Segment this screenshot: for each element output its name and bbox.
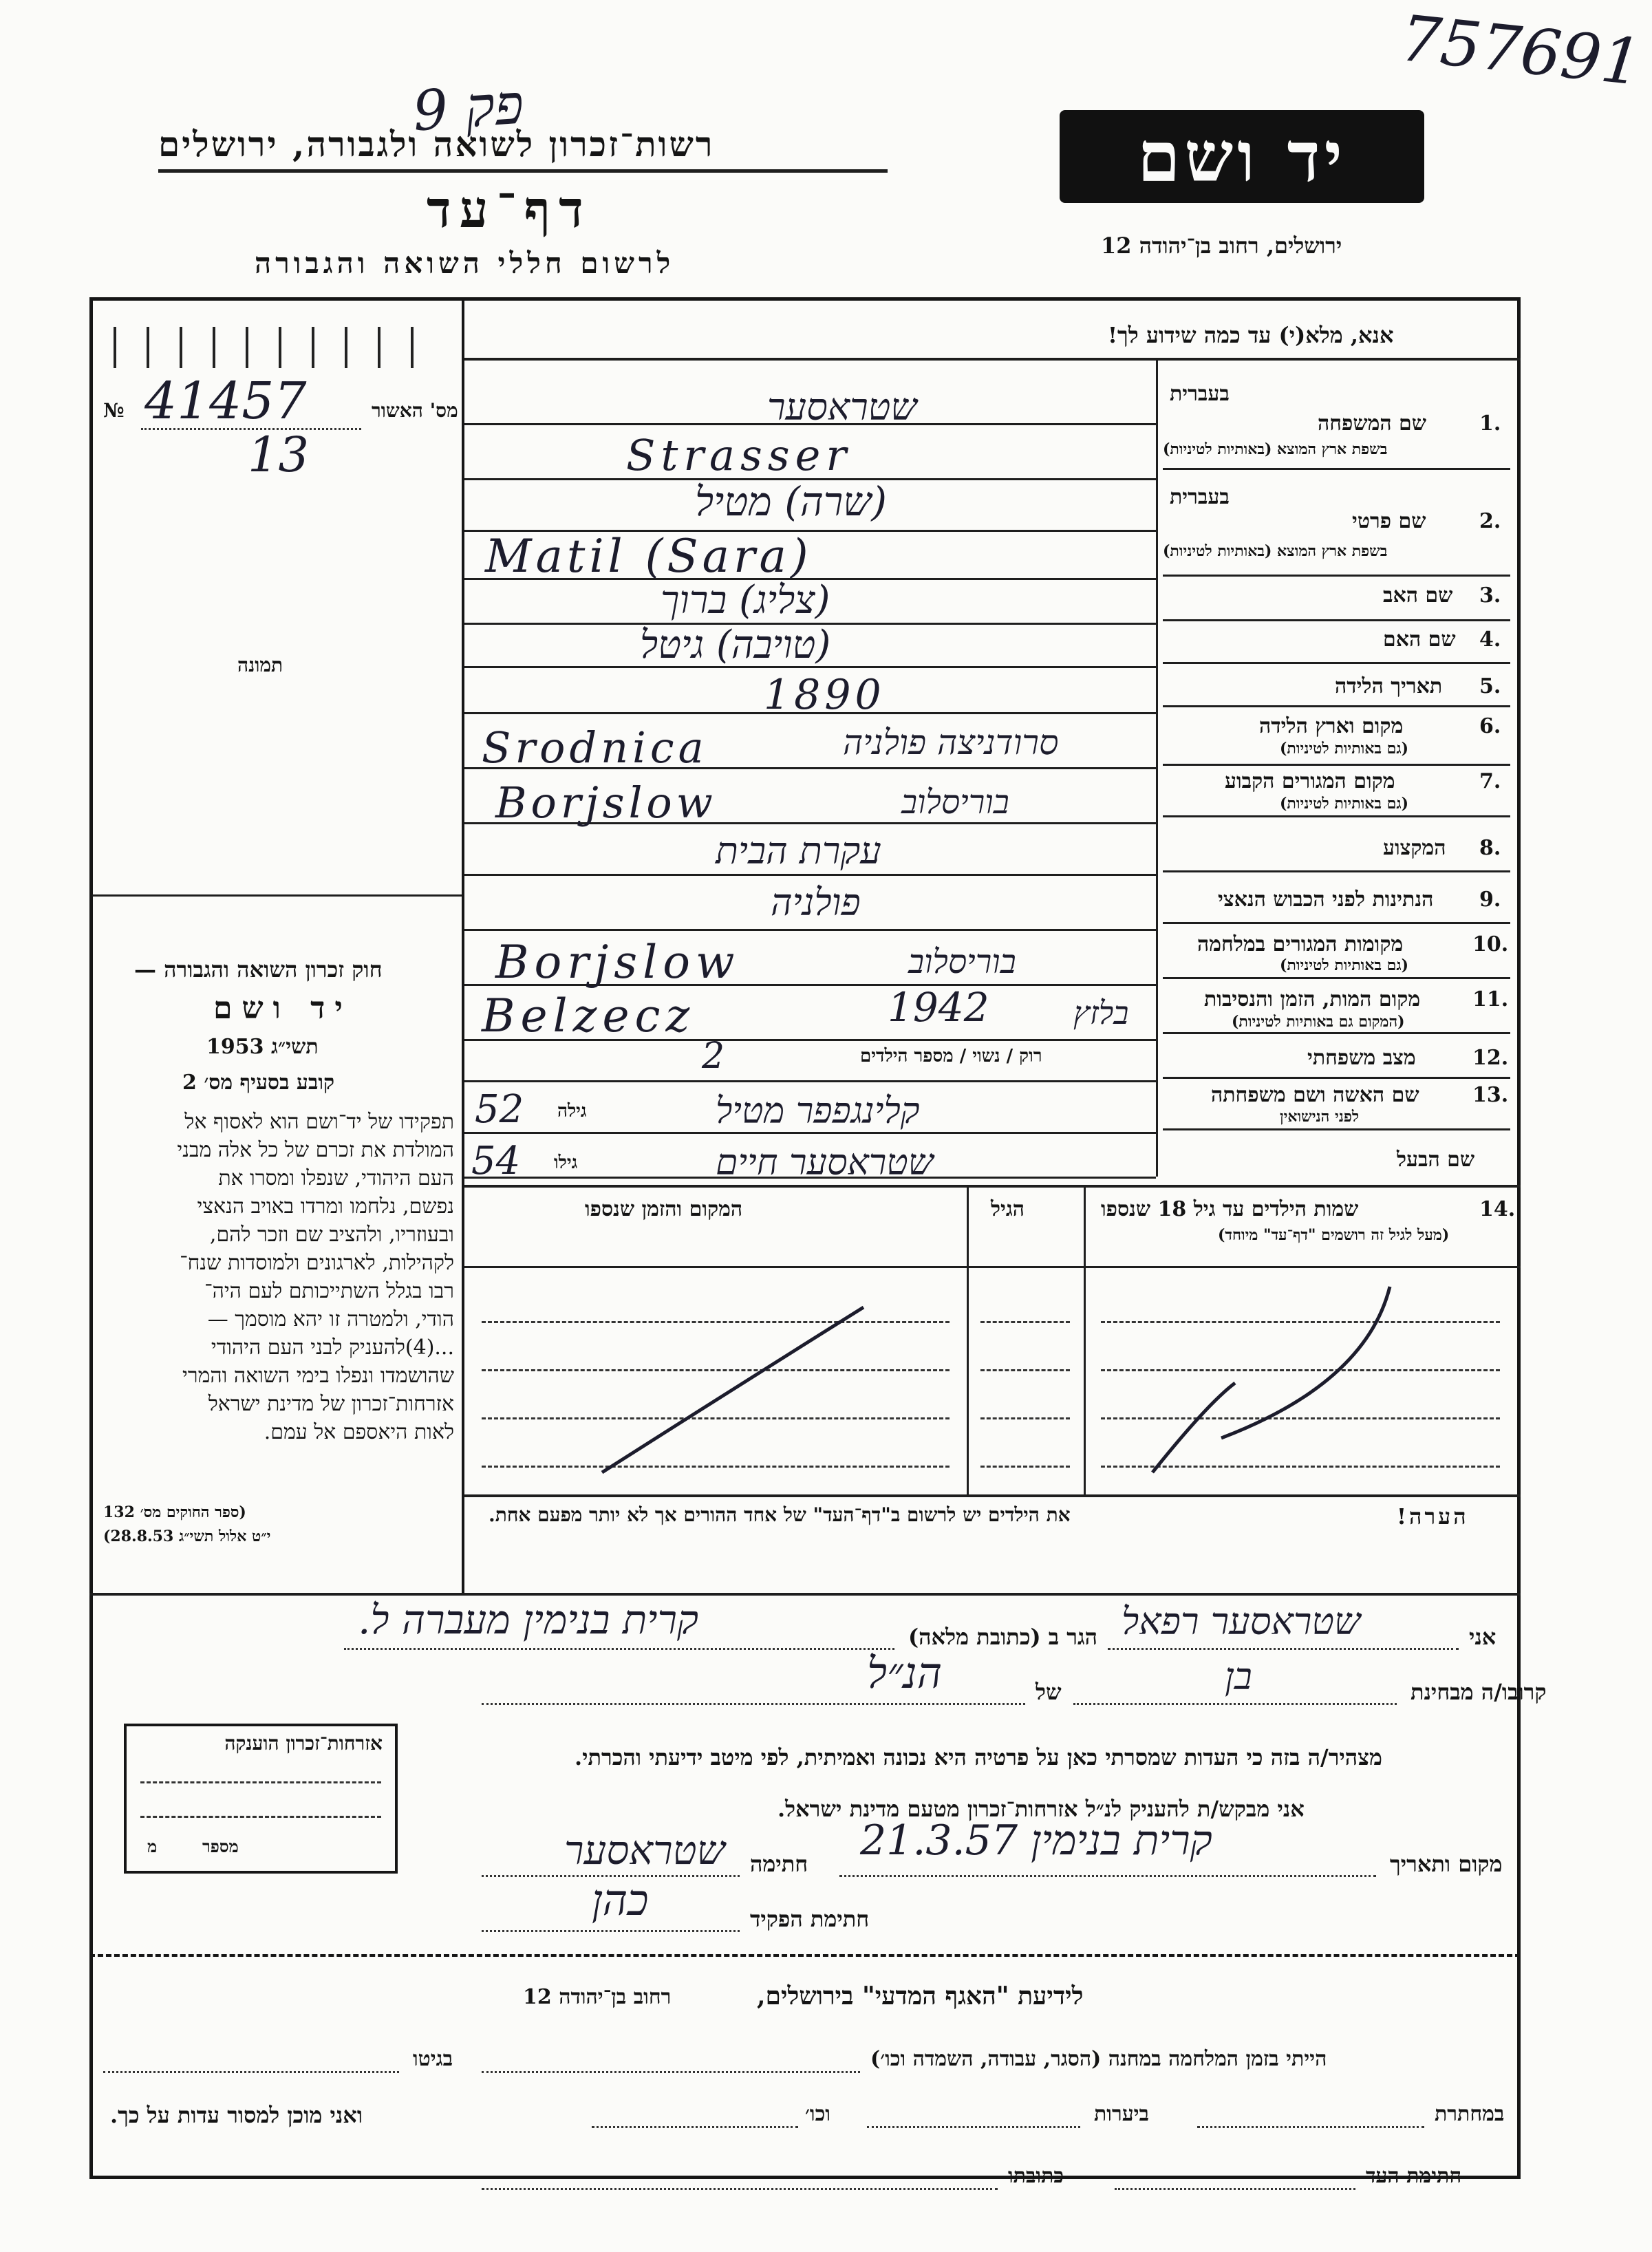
strikeout-stroke bbox=[602, 1307, 863, 1472]
law-name: יד ושם bbox=[213, 991, 352, 1026]
citizenship-box bbox=[124, 1724, 398, 1874]
place-date-line bbox=[839, 1875, 1376, 1877]
declarant-address-line bbox=[344, 1648, 894, 1650]
of-label: של bbox=[1036, 1679, 1062, 1705]
footer-forests-line bbox=[867, 2126, 1080, 2128]
label-rule bbox=[1163, 575, 1510, 577]
field-12-hand: 2 bbox=[702, 1036, 725, 1077]
law-line: העם היהודי, שנפלו ומסרו את bbox=[218, 1166, 454, 1190]
law-line: תפקידו של יד־ושם הוא לאסוף אל bbox=[184, 1110, 454, 1134]
yad-vashem-logo bbox=[1060, 110, 1424, 203]
husband-hand-age: 54 bbox=[471, 1139, 521, 1183]
husband-hand: שטראסער חיים bbox=[716, 1142, 934, 1183]
field-2-hand-hebrew: (שרה) מטיל bbox=[695, 478, 887, 525]
strikeout-stroke bbox=[1152, 1383, 1235, 1472]
field-9-hand: פולניה bbox=[771, 881, 861, 924]
declarant-i-label: אני bbox=[1469, 1624, 1497, 1650]
law-line: ...(4)להעניק לבני העם היהודי bbox=[211, 1336, 454, 1360]
field-9-number: 9. bbox=[1479, 888, 1501, 912]
answer-line bbox=[464, 1132, 1156, 1134]
law-line: אזרחות־זכרון של מדינת ישראל bbox=[208, 1392, 454, 1416]
field-7-sub: (גם באותיות לטיניות) bbox=[1280, 795, 1409, 813]
footer-underground-label: במחתרת bbox=[1435, 2102, 1505, 2126]
citizenship-box-title: אזרחות־זכרון הוענקה bbox=[224, 1732, 383, 1755]
answer-line bbox=[464, 929, 1156, 931]
footer-address-label: כתובתו bbox=[1008, 2164, 1064, 2188]
footer-etc-label: וכו׳ bbox=[805, 2102, 830, 2126]
field-10-hand-hebrew: בוריסלוב bbox=[908, 943, 1016, 981]
approval-label: מס' האשור bbox=[372, 399, 458, 422]
citizenship-box-prefix: מ bbox=[147, 1836, 158, 1856]
field-2-sub: בשפת ארץ המוצא (באותיות לטיניות) bbox=[1163, 542, 1388, 560]
field-12-status-options: רוק / נשוי / מספר הילדים bbox=[860, 1046, 1042, 1066]
footer-address-line bbox=[482, 2188, 998, 2190]
footer-etc-line bbox=[592, 2126, 798, 2128]
field-1-hebrew-tag: בעברית bbox=[1170, 382, 1230, 406]
law-line: שהושמדו ונפלו בימי השואה והמרי bbox=[182, 1364, 454, 1388]
footer-camp-line bbox=[482, 2071, 860, 2073]
signature-value: שטראסער bbox=[564, 1827, 725, 1874]
field-7-hand-latin: Borjslow bbox=[495, 778, 717, 828]
logo-text: יד ושם bbox=[1137, 116, 1347, 197]
field-7-label: מקום המגורים הקבוע bbox=[1225, 769, 1395, 793]
signature-label: חתימה bbox=[750, 1851, 808, 1877]
law-line: המולדת את זכרם של כל אלה מבני bbox=[177, 1138, 454, 1162]
field-10-hand-latin: Borjslow bbox=[495, 936, 740, 989]
note-top-rule bbox=[464, 1494, 1521, 1497]
place-date-label: מקום ותאריך bbox=[1390, 1851, 1503, 1877]
field-3-hand: (צליג) ברוך bbox=[661, 578, 830, 623]
intro-line bbox=[464, 358, 1521, 361]
field-2-hand-latin: Matil (Sara) bbox=[485, 530, 813, 583]
label-rule bbox=[1163, 662, 1510, 664]
document-subtitle: לרשום חללי השואה והגבורה bbox=[255, 246, 675, 280]
declarant-name: שטראסער רפאל bbox=[1122, 1600, 1361, 1643]
label-rule bbox=[1163, 619, 1510, 621]
children-age-col: הגיל bbox=[991, 1197, 1025, 1221]
strikeout-stroke bbox=[1221, 1287, 1390, 1438]
field-9-label: הנתינות לפני הכבוש הנאצי bbox=[1218, 888, 1434, 912]
relation-value: בן bbox=[1225, 1655, 1252, 1698]
field-1-sub: בשפת ארץ המוצא (באותיות לטיניות) bbox=[1163, 440, 1388, 458]
label-rule bbox=[1163, 705, 1510, 707]
field-7-hand-hebrew: בוריסלוב bbox=[901, 783, 1009, 822]
footer-ghetto-line bbox=[103, 2071, 399, 2073]
authority-name: רשות־זכרון לשואה ולגבורה, ירושלים bbox=[158, 124, 715, 164]
field-13-hand-age: 52 bbox=[475, 1087, 524, 1132]
field-12-number: 12. bbox=[1472, 1046, 1509, 1070]
field-11-hand-year: 1942 bbox=[888, 984, 989, 1031]
photo-divider bbox=[92, 894, 462, 897]
field-7-number: 7. bbox=[1479, 769, 1501, 793]
footer-forests-label: ביערות bbox=[1094, 2102, 1150, 2126]
field-11-number: 11. bbox=[1472, 987, 1509, 1011]
field-12-label: מצב משפחתי bbox=[1307, 1046, 1416, 1070]
field-11-hand-hebrew: בלזץ bbox=[1073, 994, 1129, 1031]
document-title: דף־עד bbox=[427, 180, 592, 239]
institution-address: ירושלים, רחוב בן־יהודה 12 bbox=[1101, 233, 1342, 259]
label-rule bbox=[1163, 1077, 1510, 1079]
note-bottom-rule bbox=[89, 1593, 1521, 1596]
field-13-age-label: גילה bbox=[557, 1101, 587, 1122]
field-4-number: 4. bbox=[1479, 628, 1501, 652]
field-11-sub: (המקום גם באותיות לטיניות) bbox=[1232, 1013, 1405, 1031]
children-header-sub: (מעל לגיל זה רושמים "דף־עד" מיוחד) bbox=[1218, 1226, 1450, 1244]
law-line: רבו בגלל השתייכותם לעם היה־ bbox=[204, 1279, 454, 1303]
label-rule bbox=[1163, 764, 1510, 766]
official-signature-value: כהן bbox=[592, 1875, 649, 1925]
label-rule bbox=[1163, 1032, 1510, 1034]
field-1-label: שם המשפחה bbox=[1318, 411, 1427, 436]
label-rule bbox=[1163, 815, 1510, 817]
field-1-hand-latin: Strasser bbox=[626, 430, 852, 480]
declarant-name-line bbox=[1108, 1648, 1459, 1650]
label-column-divider bbox=[1156, 358, 1158, 1177]
box-line bbox=[140, 1816, 381, 1818]
children-strikeout bbox=[464, 1266, 1521, 1493]
field-10-label: מקומות המגורים במלחמה bbox=[1197, 932, 1404, 956]
husband-label: שם הבעל bbox=[1397, 1148, 1475, 1172]
field-6-hand-latin: Srodnica bbox=[482, 722, 708, 773]
label-rule bbox=[1163, 870, 1510, 872]
field-6-sub: (גם באותיות לטיניות) bbox=[1280, 740, 1409, 758]
approval-sub: 13 bbox=[248, 427, 310, 483]
field-13-number: 13. bbox=[1472, 1083, 1509, 1107]
footer-underground-line bbox=[1197, 2126, 1424, 2128]
label-rule bbox=[1163, 977, 1510, 979]
label-rule bbox=[1163, 922, 1510, 924]
field-4-label: שם האם bbox=[1383, 628, 1456, 652]
footer-divider bbox=[89, 1954, 1521, 1957]
resides-label: הגר ב (כתובת מלאה) bbox=[908, 1624, 1097, 1650]
law-section: קובע בסעיף מס׳ 2 bbox=[182, 1071, 335, 1095]
declaration-statement: מצהיר/ה בזה כי העדות שמסרתי כאן על פרטיה היא נכונה ואמיתית, לפי מיטב ידיעתי והכרתי. bbox=[575, 1744, 1382, 1770]
note-text: את הילדים יש לרשום ב"דף־העד" של אחד ההורים אך לא יותר מפעם אחת. bbox=[489, 1503, 1071, 1526]
field-6-number: 6. bbox=[1479, 714, 1501, 738]
law-line: לקהילות, לארגונים ולמוסדות שנח־ bbox=[180, 1251, 454, 1275]
declarant-address: קרית בנימין מעברה ל. bbox=[358, 1596, 699, 1643]
law-line: הודי, ולמטרה זו יהא מוסמך — bbox=[207, 1307, 454, 1331]
field-11-label: מקום המות, הזמן והנסיבות bbox=[1204, 987, 1421, 1011]
field-3-number: 3. bbox=[1479, 583, 1501, 608]
field-1-hand-hebrew: שטראסער bbox=[767, 385, 917, 429]
field-13-hand: קלינגפפר מטיל bbox=[716, 1091, 920, 1132]
field-6-label: מקום וארץ הלידה bbox=[1259, 714, 1404, 738]
relation-label: קרובו/ה מבחינת bbox=[1410, 1679, 1547, 1705]
gazette-ref-2: י״ט אלול תשי״ג 28.8.53) bbox=[103, 1527, 271, 1545]
field-13-sub: לפני הנישואין bbox=[1280, 1108, 1360, 1126]
field-2-label: שם פרטי bbox=[1352, 509, 1426, 533]
official-signature-label: חתימת הפקיד bbox=[750, 1906, 870, 1932]
children-header: שמות הילדים עד גיל 18 שנספו bbox=[1101, 1197, 1359, 1221]
note-label: הערה! bbox=[1397, 1503, 1469, 1530]
answer-line bbox=[464, 874, 1156, 876]
field-3-label: שם האב bbox=[1383, 583, 1453, 608]
field-10-sub: (גם באותיות לטיניות) bbox=[1280, 956, 1409, 974]
intro-text: אנא, מלא(י) עד כמה שידוע לך! bbox=[1108, 322, 1394, 348]
law-title: חוק זכרון השואה והגבורה — bbox=[134, 956, 383, 983]
children-top-rule bbox=[464, 1185, 1521, 1188]
answer-line bbox=[464, 1080, 1156, 1082]
field-5-hand: 1890 bbox=[764, 671, 886, 719]
law-line: ובעוזריו, ולהציב שם וזכר להם, bbox=[209, 1223, 454, 1247]
field-5-label: תאריך הלידה bbox=[1335, 674, 1443, 698]
footer-witness-signature-line bbox=[1115, 2188, 1355, 2190]
approval-no-label: № bbox=[103, 399, 125, 422]
archive-number: 757691 bbox=[1397, 1, 1645, 100]
children-number: 14. bbox=[1479, 1197, 1516, 1221]
field-8-number: 8. bbox=[1479, 836, 1501, 860]
law-year: תשי״ג 1953 bbox=[206, 1035, 319, 1059]
footer-camp-label: הייתי בזמן המלחמה במחנה (הסגר, עבודה, השמדה וכו׳) bbox=[870, 2047, 1327, 2071]
footer-title-address: רחוב בן־יהודה 12 bbox=[523, 1985, 672, 2009]
box-line bbox=[140, 1781, 381, 1783]
folder-note: פק 9 bbox=[410, 72, 526, 144]
field-6-hand-hebrew: סרודניצה פולניה bbox=[843, 722, 1059, 762]
official-signature-line bbox=[482, 1930, 740, 1932]
footer-title: לידיעת "האגף המדעי" בירושלים, bbox=[757, 1982, 1084, 2010]
field-2-number: 2. bbox=[1479, 509, 1501, 533]
law-line: נפשם, נלחמו ומרדו באויב הנאצי bbox=[197, 1194, 454, 1219]
relation-line bbox=[1073, 1703, 1397, 1705]
gazette-ref-1: (ספר החוקים מס׳ 132 bbox=[103, 1503, 246, 1521]
field-4-hand: (טויבה) גיטל bbox=[640, 623, 831, 667]
footer-ghetto-label: בגיטו bbox=[413, 2047, 453, 2071]
label-rule bbox=[1163, 1128, 1510, 1130]
label-rule bbox=[1163, 468, 1510, 470]
field-5-number: 5. bbox=[1479, 674, 1501, 698]
field-8-hand: עקרת הבית bbox=[716, 829, 881, 872]
field-10-number: 10. bbox=[1472, 932, 1509, 956]
of-value: הנ״ל bbox=[867, 1648, 943, 1698]
footer-witness-signature-label: חתימת העד bbox=[1366, 2164, 1462, 2188]
field-2-hebrew-tag: בעברית bbox=[1170, 485, 1230, 509]
law-line: לאות היאספם אל עמם. bbox=[264, 1420, 454, 1444]
place-date-value: קרית בנימין 21.3.57 bbox=[860, 1816, 1212, 1865]
approval-number: 41457 bbox=[144, 372, 307, 431]
field-11-hand-latin: Belzecz bbox=[482, 989, 696, 1042]
law-text bbox=[96, 1108, 454, 1446]
photo-label: תמונה bbox=[237, 654, 283, 676]
footer-testimony-label: ואני מוכן למסור עדות על כך. bbox=[110, 2102, 363, 2128]
tick-marks bbox=[114, 327, 416, 368]
of-line bbox=[482, 1703, 1025, 1705]
field-1-number: 1. bbox=[1479, 411, 1501, 436]
children-place-col: המקום והזמן שנספו bbox=[585, 1197, 743, 1221]
field-8-label: המקצוע bbox=[1383, 836, 1446, 860]
authority-underline bbox=[158, 169, 888, 173]
field-13-label: שם האשה ושם משפחתה bbox=[1211, 1083, 1419, 1107]
citizenship-box-number: מספר bbox=[202, 1836, 239, 1856]
husband-age-label: גילו bbox=[554, 1152, 578, 1173]
declaration-request: אני מבקש/ת להעניק לנ״ל אזרחות־זכרון מטעם מדינת ישראל. bbox=[777, 1796, 1305, 1822]
